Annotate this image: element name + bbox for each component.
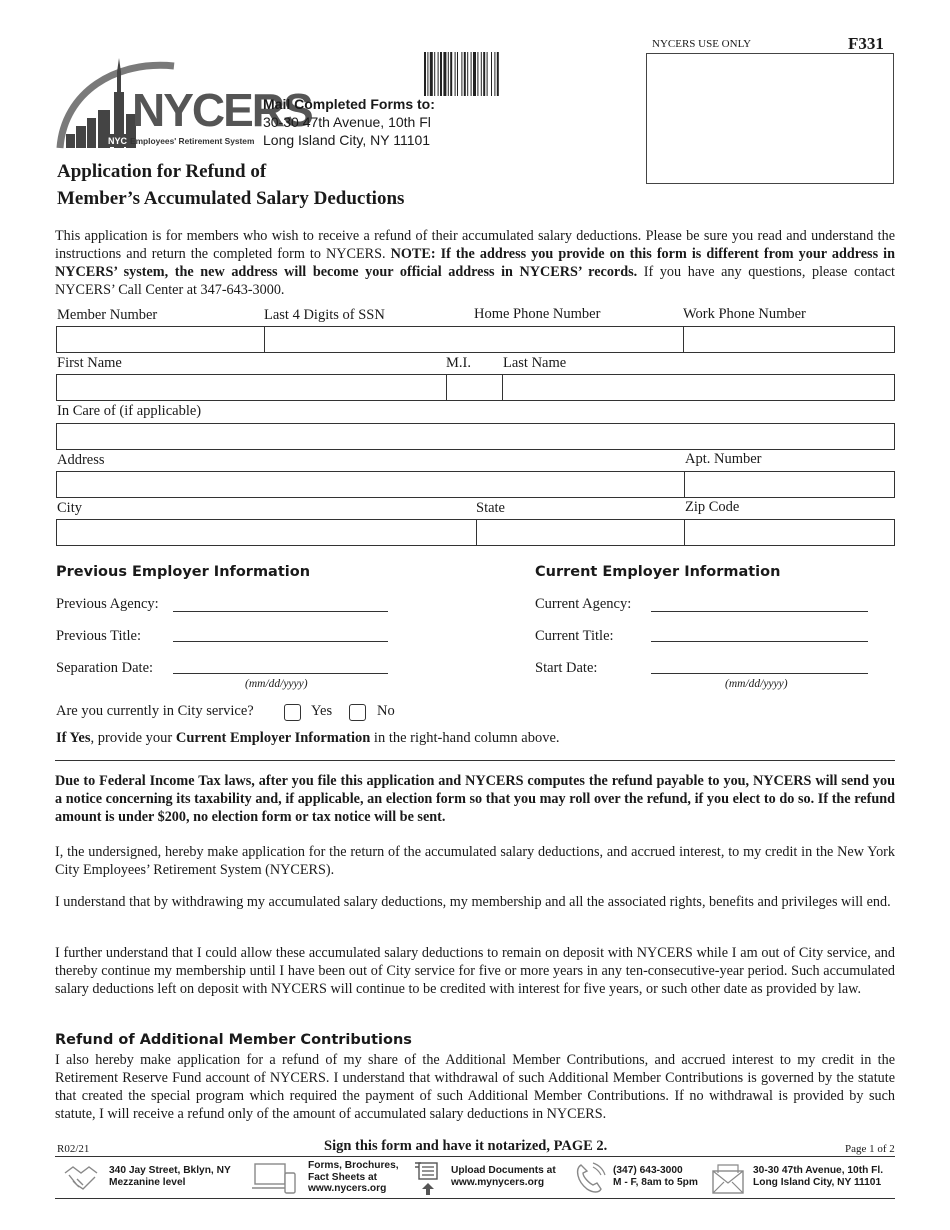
footer-bottom-rule <box>55 1198 895 1199</box>
handshake-icon <box>63 1161 99 1195</box>
name-row <box>56 374 895 401</box>
declaration-paragraph-3: I further understand that I could allow these accumulated salary deductions to remain on deposit with NYCERS while I am out of City service, and thereby continue my membership until I have been out of City service for five or more years in any ten-consecutive-year period. Such accumulated salary deductions left on deposit with NYCERS will continue to be credited with interest for five years, or such other date as provided by law. <box>55 945 895 997</box>
id-phone-row <box>56 326 895 353</box>
member-number-label: Member Number <box>57 307 158 323</box>
city-service-yes-checkbox[interactable] <box>284 704 301 721</box>
zip-field[interactable] <box>684 520 894 545</box>
barcode-bar <box>467 52 468 96</box>
apt-number-field[interactable] <box>684 472 894 497</box>
footer-item-mail: 30-30 47th Avenue, 10th Fl. Long Island City, NY 11101 <box>753 1165 884 1188</box>
barcode-bar <box>427 52 428 96</box>
footer-item-website: Forms, Brochures, Fact Sheets at www.nycers.org <box>308 1160 399 1194</box>
sign-notice: Sign this form and have it notarized, PAGE 2. <box>324 1138 608 1154</box>
in-care-of-field[interactable] <box>56 423 895 450</box>
start-date-label: Start Date: <box>535 660 598 676</box>
previous-agency-field[interactable] <box>173 611 388 612</box>
barcode-bar <box>438 52 439 96</box>
barcode-bar <box>477 52 478 96</box>
start-date-field[interactable] <box>651 673 868 674</box>
city-service-yes-label: Yes <box>311 703 333 719</box>
first-name-field[interactable] <box>57 375 446 400</box>
logo-wordmark: NYCERS <box>132 84 312 136</box>
address-row <box>56 471 895 498</box>
page-number: Page 1 of 2 <box>845 1143 895 1155</box>
work-phone-field[interactable] <box>683 327 894 352</box>
barcode-bar <box>473 52 476 96</box>
barcode-bar <box>491 52 492 96</box>
footer-top-rule <box>55 1156 895 1157</box>
previous-agency-label: Previous Agency: <box>56 596 159 612</box>
upload-icon <box>413 1161 449 1195</box>
previous-employer-heading: Previous Employer Information <box>56 564 311 580</box>
barcode-bar <box>461 52 462 96</box>
barcode-bar <box>481 52 482 96</box>
state-field[interactable] <box>476 520 684 545</box>
barcode-bar <box>424 52 426 96</box>
form-title-line2: Member’s Accumulated Salary Deductions <box>57 188 405 209</box>
mi-label: M.I. <box>446 355 471 371</box>
city-label: City <box>57 500 82 516</box>
barcode-bar <box>487 52 488 96</box>
tax-notice: Due to Federal Income Tax laws, after you file this application and NYCERS computes the refund payable to you, NYCERS will send you a notice concerning its taxability and, if applicable, an election form so that you may roll over the refund, if you elect to do so. If the refund amount is under $200, no election form or tax notice will be sent. <box>55 773 895 825</box>
barcode-bar <box>457 52 458 96</box>
use-only-box <box>646 53 894 184</box>
in-care-of-label: In Care of (if applicable) <box>57 403 202 419</box>
section-divider <box>55 760 895 761</box>
phone-icon <box>571 1161 607 1195</box>
ssn-label: Last 4 Digits of SSN <box>264 307 385 323</box>
declaration-paragraph-2: I understand that by withdrawing my accumulated salary deductions, my membership and all the associated rights, benefits and privileges will end. <box>55 894 891 910</box>
current-agency-field[interactable] <box>651 611 868 612</box>
separation-date-field[interactable] <box>173 673 388 674</box>
current-title-label: Current Title: <box>535 628 614 644</box>
mail-address-line1: 30-30 47th Avenue, 10th Fl <box>263 114 431 130</box>
city-service-question: Are you currently in City service? <box>56 703 254 719</box>
intro-paragraph: This application is for members who wish to receive a refund of their accumulated salary deductions. Please be sure you read and understand the instructions and return the completed form to NYCERS. NOTE: If the address you provide on this form is different from your address in NYCERS’ system, the new address will become your official address in NYCERS’ records. If you have any questions, please contact NYCERS’ Call Center at 347-643-3000. <box>55 228 895 298</box>
start-date-hint: (mm/dd/yyyy) <box>725 678 788 690</box>
last-name-field[interactable] <box>502 375 894 400</box>
barcode <box>424 52 532 96</box>
footer-item-phone: (347) 643-3000 M - F, 8am to 5pm <box>613 1165 698 1188</box>
form-id: F331 <box>848 34 884 53</box>
barcode-bar <box>450 52 452 96</box>
zip-label: Zip Code <box>685 499 740 515</box>
state-label: State <box>476 500 505 516</box>
barcode-bar <box>434 52 435 96</box>
footer-item-upload: Upload Documents at www.mynycers.org <box>451 1165 556 1188</box>
barcode-bar <box>443 52 446 96</box>
mail-icon <box>710 1161 746 1195</box>
footer-item-walkin: 340 Jay Street, Bklyn, NY Mezzanine level <box>109 1165 231 1188</box>
barcode-bar <box>497 52 499 96</box>
logo-tagline: Employees' Retirement System <box>130 136 255 146</box>
separation-date-hint: (mm/dd/yyyy) <box>245 678 308 690</box>
city-service-no-checkbox[interactable] <box>349 704 366 721</box>
revision-code: R02/21 <box>57 1143 90 1155</box>
devices-icon <box>251 1161 299 1195</box>
city-field[interactable] <box>57 520 476 545</box>
barcode-bar <box>430 52 433 96</box>
additional-contributions-heading: Refund of Additional Member Contributions <box>55 1032 412 1048</box>
previous-title-field[interactable] <box>173 641 388 642</box>
barcode-bar <box>483 52 485 96</box>
address-field[interactable] <box>57 472 684 497</box>
barcode-bar <box>448 52 449 96</box>
current-employer-heading: Current Employer Information <box>535 564 781 580</box>
last-name-label: Last Name <box>503 355 567 371</box>
work-phone-label: Work Phone Number <box>683 306 806 322</box>
use-only-label: NYCERS USE ONLY <box>652 38 752 50</box>
nycers-logo <box>56 52 312 152</box>
barcode-bar <box>464 52 466 96</box>
additional-contributions-paragraph: I also hereby make application for a refund of my share of the Additional Member Contributions, and accrued interest to my credit in the Retirement Reserve Fund account of NYCERS. I understand that withdrawal of such Additional Member Contributions is governed by the statute that created the special program which required the payment of such Additional Member Contributions. If no withdrawal is provided by such statute, I will receive a refund only of the amount of accumulated salary deductions in NYCERS. <box>55 1052 895 1122</box>
ssn-field[interactable] <box>264 327 475 352</box>
city-row <box>56 519 895 546</box>
barcode-bar <box>455 52 456 96</box>
mail-title: Mail Completed Forms to: <box>263 96 435 112</box>
if-yes-instruction: If Yes, provide your Current Employer Information in the right-hand column above. <box>56 730 560 746</box>
home-phone-field[interactable] <box>475 327 683 352</box>
current-title-field[interactable] <box>651 641 868 642</box>
first-name-label: First Name <box>57 355 122 371</box>
barcode-bar <box>494 52 495 96</box>
current-agency-label: Current Agency: <box>535 596 632 612</box>
mi-field[interactable] <box>446 375 502 400</box>
apt-number-label: Apt. Number <box>685 451 762 467</box>
footer-contact-bar <box>55 1159 895 1199</box>
intro-note: NOTE: If the address you provide on this form is different from your address in NYCERS’ system, the new address will become your official address in NYCERS’ records. <box>55 246 895 280</box>
logo-badge: NYC <box>108 136 128 146</box>
home-phone-label: Home Phone Number <box>474 306 601 322</box>
barcode-bar <box>471 52 472 96</box>
form-title-line1: Application for Refund of <box>57 161 267 182</box>
address-label: Address <box>57 452 105 468</box>
declaration-paragraph-1: I, the undersigned, hereby make application for the return of the accumulated salary deductions, and accrued interest, to my credit in the New York City Employees’ Retirement System (NYCERS). <box>55 844 895 878</box>
previous-title-label: Previous Title: <box>56 628 142 644</box>
mail-address-line2: Long Island City, NY 11101 <box>263 132 431 148</box>
separation-date-label: Separation Date: <box>56 660 154 676</box>
city-service-no-label: No <box>377 703 395 719</box>
barcode-bar <box>440 52 442 96</box>
member-number-field[interactable] <box>57 327 264 352</box>
